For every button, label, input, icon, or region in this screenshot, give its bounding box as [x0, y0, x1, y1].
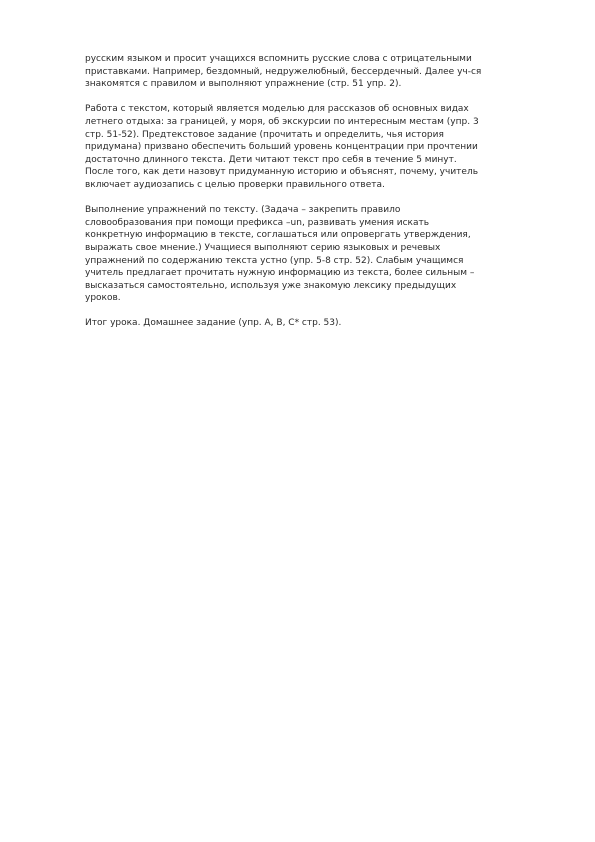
paragraph-text-work: Работа с текстом, который является моделью для рассказов об основных видах летнего отдыха: за границей, у моря, об экскурсии по интересным местам (упр. 3 стр. 51-52). Предтекстовое задание (прочитать и определить, чья история придумана) призвано обеспечить больший уровень концентрации при прочтении достаточно длинного текста. Дети читают текст про себя в течение 5 минут. После того, как дети назовут придуманную историю и объяснят, почему, учитель включает аудиозапись с целью проверки правильного ответа. — [85, 104, 479, 190]
paragraph-lesson-summary: Итог урока. Домашнее задание (упр. А, B, C* стр. 53). — [85, 318, 342, 329]
paragraph-exercises: Выполнение упражнений по тексту. (Задача – закрепить правило словообразования при помощи префикса –un, развивать умения искать конкретную информацию в тексте, соглашаться или опровергать утверждения, выражать свое мнение.) Учащиеся выполняют серию языковых и речевых упражнений по содержанию текста устно (упр. 5-8 стр. 52). Слабым учащимся учитель предлагает прочитать нужную информацию из текста, более сильным – высказаться самостоятельно, используя уже знакомую лексику предыдущих уроков. — [85, 205, 475, 304]
paragraph-prefix-exercise: русским языком и просит учащихся вспомнить русские слова с отрицательными приставками. Например, бездомный, недружелюбный, бессердечный. Далее уч-ся знакомятся с правилом и выполняют упражнение (стр. 51 упр. 2). — [85, 54, 482, 90]
document-body — [85, 53, 553, 343]
